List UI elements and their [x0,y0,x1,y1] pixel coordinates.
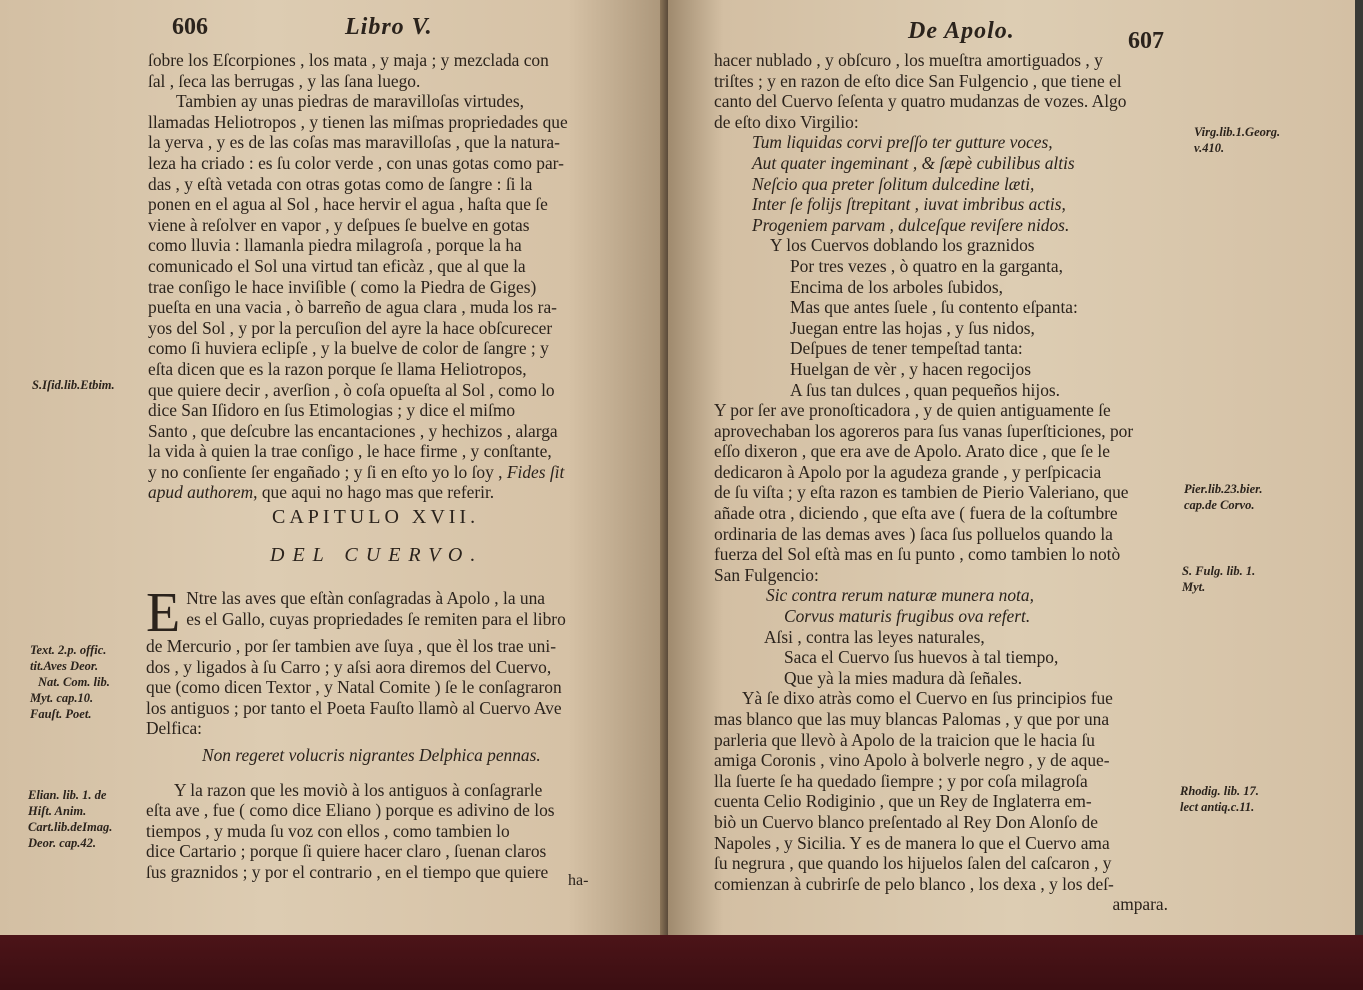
text-line: pueſta en una vacia , ò barreño de agua clara , muda los ra- [148,297,557,318]
book-cover-bottom [0,935,1363,990]
text-line: de Mercurio , por ſer tambien ave ſuya , que èl los trae uni- [146,636,556,656]
latin-quote: Non regeret volucris nigrantes Delphica pennas. [202,744,541,765]
verse-line: Sic contra rerum naturæ munera nota, [766,585,1034,606]
text-line [148,462,618,483]
verse-line: Progeniem parvam , dulceſque reviſere nidos. [752,214,1070,235]
margin-note-isidoro: S.Iſid.lib.Etbim. [32,378,115,392]
chapter-subtitle: DEL CUERVO. [270,544,484,566]
verse-line: Tum liquidas corvi preſſo ter gutture voces, [752,132,1053,153]
text-line: la vida à quien la trae conſigo , le hace firme , y conſtante, [148,441,552,462]
margin-note-fulgencio [1182,563,1255,595]
text-line: das , y eſtà vetada con otras gotas como de ſangre : ſi la [148,173,533,194]
latin-verse-fulgencio [714,585,1176,626]
text-line: dice San Iſidoro en ſus Etimologias ; y dice el miſmo [148,400,516,421]
note-line: Deor. cap.42. [28,836,97,850]
verse-line: Inter ſe folijs ſtrepitant , iuvat imbribus actis, [752,194,1066,215]
text-line: Santo , que deſcubre las encantaciones , y hechizos , alarga [148,420,558,441]
text-line: triſtes ; y en razon de eſto dice San Fulgencio , que tiene el [714,70,1122,91]
text-line: mas blanco que las muy blancas Palomas , y que por una [714,709,1110,729]
left-page [0,0,668,935]
left-text-block-1 [148,50,618,503]
note-line: tit.Aves Deor. [30,659,99,673]
verse-line: Aut quater ingeminant , & ſæpè cubilibus altis [752,152,1075,173]
spanish-verse-2 [714,627,1176,689]
text-line: tiempos , y muda ſu voz con ellos , como tambien lo [146,820,510,841]
note-line: Nat. Com. lib. [38,675,110,689]
text-line: es el Gallo, cuyas propriedades ſe remiten para el libro [186,608,566,629]
text-line: comienzan à cubrirſe de pelo blanco , los dexa , y los deſ- [714,873,1114,894]
note-line: v.410. [1194,141,1225,155]
text-line: fuerza del Sol eſtà mas en ſu punto , como tambien lo notò [714,544,1121,565]
text-line: ſal , ſeca las berrugas , y las ſana luego. [148,70,421,91]
text-line: añade otra , diciendo , que eſta ave ( fuera de la coſtumbre [714,503,1118,524]
book-cover-edge [1355,0,1363,940]
text-line: como ſi huviera eclipſe , y la buelve de color de ſangre ; y [148,338,549,359]
text-run: , que aqui no hago mas que referir. [253,482,495,503]
note-line: S. Fulg. lib. 1. [1182,564,1256,578]
text-line: viene à reſolver en vapor , y deſpues ſe buelve en gotas [148,214,530,235]
text-line: leza ha criado : es ſu color verde , con unas gotas como par- [148,152,564,173]
text-line: ſus graznidos ; y por el contrario , en el tiempo que quiere [146,861,549,882]
text-line: dos , y ligados à ſu Carro ; y aſsi aora diremos del Cuervo, [146,656,552,677]
left-page-number: 606 [172,14,208,40]
chapter-title: CAPITULO XVII. [272,506,480,528]
text-line: eſta dicen que es la razon porque ſe llama Heliotropos, [148,358,527,379]
text-line: canto del Cuervo ſeſenta y quatro mudanzas de vozes. Algo [714,91,1127,112]
margin-note-eliano [28,787,138,851]
text-line: eſta ave , fue ( como dice Eliano ) porque es adivino de los [146,800,555,821]
note-line: Text. 2.p. offic. [30,643,107,657]
verse-line: Por tres vezes , ò quatro en la garganta, [790,255,1064,276]
catchword: ha- [568,872,589,889]
note-line: cap.de Corvo. [1184,498,1255,512]
text-line: eſſo dixeron , que era ave de Apolo. Arato dice , que ſe le [714,441,1110,462]
text-line: la yerva , y es de las coſas mas maravilloſas , que la natura- [148,132,560,153]
note-line: Myt. [1182,580,1206,594]
right-text-block [714,50,1176,915]
text-line: llamadas Heliotropos , y tienen las miſmas propriedades que [148,111,568,132]
verse-line: Saca el Cuervo ſus huevos à tal tiempo, [784,647,1059,668]
text-line: ordinaria de las demas aves ) ſaca ſus polluelos quando la [714,523,1113,544]
text-line: Y por ſer ave pronoſticadora , y de quien antiguamente ſe [714,400,1111,421]
right-page-number: 607 [1128,28,1164,54]
text-line: San Fulgencio: [714,564,819,585]
verse-line: Aſsi , contra las leyes naturales, [764,626,985,647]
verse-line: A ſus tan dulces , quan pequeños hijos. [790,379,1061,400]
text-line: yos del Sol , y por la percuſion del ayre la hace obſcurecer [148,317,553,338]
verse-line: Huelgan de vèr , y hacen regocijos [790,358,1031,379]
drop-cap: E [146,582,181,644]
verse-line: Deſpues de tener tempeſtad tanta: [790,338,1023,359]
text-run: y no conſiente ſer engañado ; y ſi en eſto yo lo ſoy , [148,461,503,482]
right-page [668,0,1358,935]
text-line [148,482,618,503]
text-line: de ſu viſta ; y eſta razon es tambien de Pierio Valeriano, que [714,482,1129,503]
text-line: ampara. [1112,894,1168,915]
text-line: como lluvia : llamanla piedra milagroſa , porque la ha [148,235,522,256]
note-line: Fauſt. Poet. [30,707,92,721]
text-line: Napoles , y Sicilia. Y es de manera lo que el Cuervo ama [714,832,1110,853]
text-line: ſobre los Eſcorpiones , los mata , y maja ; y mezclada con [148,50,549,70]
text-line: dice Cartario ; porque ſi quiere hacer claro , ſuenan claros [146,841,547,862]
text-line: que quiere decir , averſion , ò coſa opueſta al Sol , como lo [148,379,555,400]
text-line: ponen en el agua al Sol , hace hervir el agua , haſta que ſe [148,194,548,215]
verse-line: Neſcio qua preter ſolitum dulcedine læti, [752,173,1035,194]
latin-phrase: Fides ſit [506,461,565,482]
text-line: parleria que llevò à Apolo de la traicion que le hacia ſu [714,729,1095,750]
spanish-verse-1 [714,235,1176,400]
note-line: Pier.lib.23.bier. [1184,482,1263,496]
verse-line: Que yà la mies madura dà ſeñales. [784,667,1023,688]
left-running-head: Libro V. [345,14,433,40]
text-line: Yà ſe dixo atràs como el Cuervo en ſus principios fue [742,688,1113,709]
verse-line: Juegan entre las hojas , y ſus nidos, [790,317,1035,338]
text-line: biò un Cuervo blanco preſentado al Rey Don Alonſo de [714,811,1098,832]
verse-line: Y los Cuervos doblando los graznidos [770,235,1035,256]
note-line: Myt. cap.10. [30,691,94,705]
note-line: Cart.lib.deImag. [28,820,113,834]
note-line: lect antiq.c.11. [1180,800,1255,814]
text-line: hacer nublado , y obſcuro , los mueſtra amortiguados , y [714,50,1103,70]
text-line: trae conſigo le hace inviſible ( como la Piedra de Giges) [148,276,537,297]
margin-note-textor [30,642,140,722]
text-line: comunicado el Sol una virtud tan eficàz , que al que la [148,255,526,276]
note-line: Rhodig. lib. 17. [1180,784,1259,798]
latin-verse-virgil [714,132,1176,235]
verse-line: Mas que antes ſuele , ſu contento eſpanta: [790,297,1078,318]
margin-note-pierio [1184,481,1262,513]
margin-note-virgil [1194,124,1280,156]
text-line: Y la razon que les moviò à los antiguos à conſagrarle [174,779,543,800]
margin-note-rhodig [1180,783,1259,815]
latin-phrase: apud authorem [148,482,254,503]
text-line: ſu negrura , que quando los hijuelos ſalen del caſcaron , y [714,853,1112,874]
text-line: de eſto dixo Virgilio: [714,111,859,132]
text-line: Tambien ay unas piedras de maravilloſas virtudes, [176,91,524,112]
note-line: Hiſt. Anim. [28,804,87,818]
text-line: amiga Coronis , vino Apolo à bolverle negro , y de aque- [714,750,1110,771]
left-text-block-2 [146,582,618,883]
text-line: dedicaron à Apolo por la agudeza grande , y perſpicacia [714,461,1102,482]
text-line: aprovechaban los agoreros para ſus vanas ſuperſticiones, por [714,420,1134,441]
text-line: Delfica: [146,718,203,739]
text-line: lla ſuerte ſe ha quedado ſiempre ; y por coſa milagroſa [714,770,1088,791]
text-line: cuenta Celio Rodiginio , que un Rey de Inglaterra em- [714,791,1092,812]
text-line: que (como dicen Textor , y Natal Comite ) ſe le conſagraron [146,677,562,698]
right-running-head: De Apolo. [908,18,1015,44]
note-line: Elian. lib. 1. de [28,788,107,802]
text-line: los antiguos ; por tanto el Poeta Fauſto llamò al Cuervo Ave [146,697,562,718]
text-line: Ntre las aves que eſtàn conſagradas à Apolo , la una [186,588,546,608]
note-line: Virg.lib.1.Georg. [1194,125,1281,139]
verse-line: Encima de los arboles ſubidos, [790,276,1003,297]
verse-line: Corvus maturis frugibus ova refert. [784,606,1031,627]
